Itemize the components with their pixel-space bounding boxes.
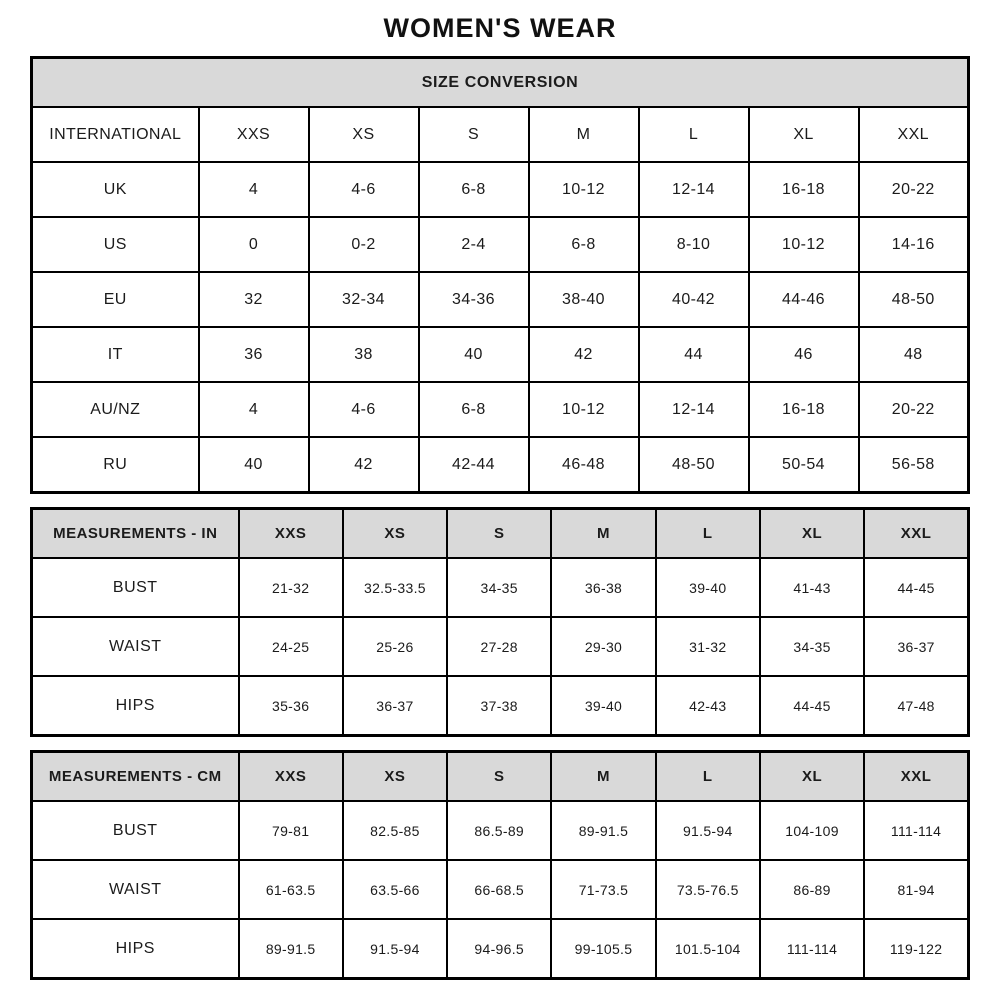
measurement-value: 99-105.5 [551,919,655,979]
size-value: 8-10 [639,217,749,272]
measurement-value: 35-36 [239,676,343,736]
size-value: 38 [309,327,419,382]
measurement-value: 91.5-94 [343,919,447,979]
table-row-us [32,217,969,272]
column-header-xxs: XXS [199,107,309,162]
column-header-xxl: XXL [859,107,969,162]
size-value: 12-14 [639,162,749,217]
size-value: 6-8 [529,217,639,272]
measurement-value: 25-26 [343,617,447,676]
row-label-waist: WAIST [32,617,239,676]
row-label-eu: EU [32,272,199,327]
measurement-value: 39-40 [656,558,760,617]
column-header-xxs: XXS [239,752,343,802]
table-row-eu [32,272,969,327]
measurement-value: 119-122 [864,919,968,979]
column-header-l: L [656,509,760,559]
measurement-value: 27-28 [447,617,551,676]
table-row-hips-cm [32,919,969,979]
size-value: 4 [199,162,309,217]
row-label-ru: RU [32,437,199,493]
size-value: 16-18 [749,382,859,437]
measurements-in-table [30,507,970,737]
measurement-value: 39-40 [551,676,655,736]
measurement-value: 34-35 [447,558,551,617]
column-header-xxl: XXL [864,509,968,559]
column-header-xl: XL [749,107,859,162]
measurement-value: 37-38 [447,676,551,736]
measurement-value: 63.5-66 [343,860,447,919]
size-value: 40 [199,437,309,493]
measurement-value: 86-89 [760,860,864,919]
size-value: 46-48 [529,437,639,493]
size-value: 42-44 [419,437,529,493]
size-value: 10-12 [529,382,639,437]
size-value: 10-12 [529,162,639,217]
measurement-value: 41-43 [760,558,864,617]
size-value: 42 [529,327,639,382]
row-label-it: IT [32,327,199,382]
size-value: 56-58 [859,437,969,493]
size-value: 48-50 [859,272,969,327]
measurement-value: 71-73.5 [551,860,655,919]
column-header-xl: XL [760,509,864,559]
size-conversion-header-row [32,58,969,108]
measurement-value: 89-91.5 [239,919,343,979]
measurement-value: 89-91.5 [551,801,655,860]
size-value: 0 [199,217,309,272]
measurement-value: 82.5-85 [343,801,447,860]
size-value: 40 [419,327,529,382]
size-value: 36 [199,327,309,382]
size-value: 38-40 [529,272,639,327]
table-row-aunz [32,382,969,437]
size-value: 34-36 [419,272,529,327]
size-value: 44-46 [749,272,859,327]
size-value: 2-4 [419,217,529,272]
size-value: 6-8 [419,382,529,437]
page-title: WOMEN'S WEAR [383,13,617,43]
size-value: 16-18 [749,162,859,217]
column-header-xs: XS [343,752,447,802]
measurement-value: 94-96.5 [447,919,551,979]
measurement-value: 21-32 [239,558,343,617]
measurement-value: 34-35 [760,617,864,676]
column-header-l: L [639,107,749,162]
size-value: 6-8 [419,162,529,217]
column-header-s: S [447,509,551,559]
measurement-value: 111-114 [760,919,864,979]
measurement-value: 44-45 [864,558,968,617]
row-label-bust: BUST [32,801,239,860]
measurement-value: 111-114 [864,801,968,860]
column-header-m: M [551,509,655,559]
size-conversion-table [30,56,970,494]
size-value: 44 [639,327,749,382]
table-row-bust-cm [32,801,969,860]
size-value: 4-6 [309,162,419,217]
size-value: 48 [859,327,969,382]
size-value: 32-34 [309,272,419,327]
row-label-aunz: AU/NZ [32,382,199,437]
size-value: 20-22 [859,162,969,217]
column-header-xs: XS [309,107,419,162]
measurement-value: 66-68.5 [447,860,551,919]
column-header-xxs: XXS [239,509,343,559]
measurements-cm-header-row [32,752,969,802]
size-value: 42 [309,437,419,493]
size-value: 40-42 [639,272,749,327]
measurement-value: 32.5-33.5 [343,558,447,617]
measurement-value: 29-30 [551,617,655,676]
column-header-m: M [529,107,639,162]
measurement-value: 36-38 [551,558,655,617]
size-conversion-title: SIZE CONVERSION [32,58,969,108]
column-header-s: S [419,107,529,162]
size-value: 46 [749,327,859,382]
size-value: 14-16 [859,217,969,272]
row-label-hips: HIPS [32,919,239,979]
table-row-ru [32,437,969,493]
size-value: 50-54 [749,437,859,493]
measurement-value: 91.5-94 [656,801,760,860]
row-label-us: US [32,217,199,272]
column-header-international: INTERNATIONAL [32,107,199,162]
table-row-waist-cm [32,860,969,919]
column-header-m: M [551,752,655,802]
measurements-in-header-row [32,509,969,559]
size-value: 32 [199,272,309,327]
size-value: 48-50 [639,437,749,493]
measurement-value: 81-94 [864,860,968,919]
measurement-value: 61-63.5 [239,860,343,919]
column-header-xs: XS [343,509,447,559]
column-header-l: L [656,752,760,802]
measurement-value: 31-32 [656,617,760,676]
size-value: 4-6 [309,382,419,437]
measurements-cm-table [30,750,970,980]
measurement-value: 86.5-89 [447,801,551,860]
row-label-uk: UK [32,162,199,217]
table-row-bust-in [32,558,969,617]
table-row-uk [32,162,969,217]
size-value: 12-14 [639,382,749,437]
table-row-it [32,327,969,382]
international-sizes-row [32,107,969,162]
column-header-xxl: XXL [864,752,968,802]
row-label-hips: HIPS [32,676,239,736]
table-row-waist-in [32,617,969,676]
row-label-waist: WAIST [32,860,239,919]
size-value: 0-2 [309,217,419,272]
measurement-value: 24-25 [239,617,343,676]
measurement-value: 73.5-76.5 [656,860,760,919]
measurement-value: 36-37 [343,676,447,736]
measurement-value: 104-109 [760,801,864,860]
table-row-hips-in [32,676,969,736]
measurement-value: 79-81 [239,801,343,860]
size-value: 10-12 [749,217,859,272]
measurement-value: 42-43 [656,676,760,736]
measurements-cm-title: MEASUREMENTS - CM [32,752,239,802]
size-value: 20-22 [859,382,969,437]
measurements-in-title: MEASUREMENTS - IN [32,509,239,559]
size-value: 4 [199,382,309,437]
column-header-xl: XL [760,752,864,802]
measurement-value: 47-48 [864,676,968,736]
row-label-bust: BUST [32,558,239,617]
measurement-value: 101.5-104 [656,919,760,979]
column-header-s: S [447,752,551,802]
measurement-value: 36-37 [864,617,968,676]
measurement-value: 44-45 [760,676,864,736]
